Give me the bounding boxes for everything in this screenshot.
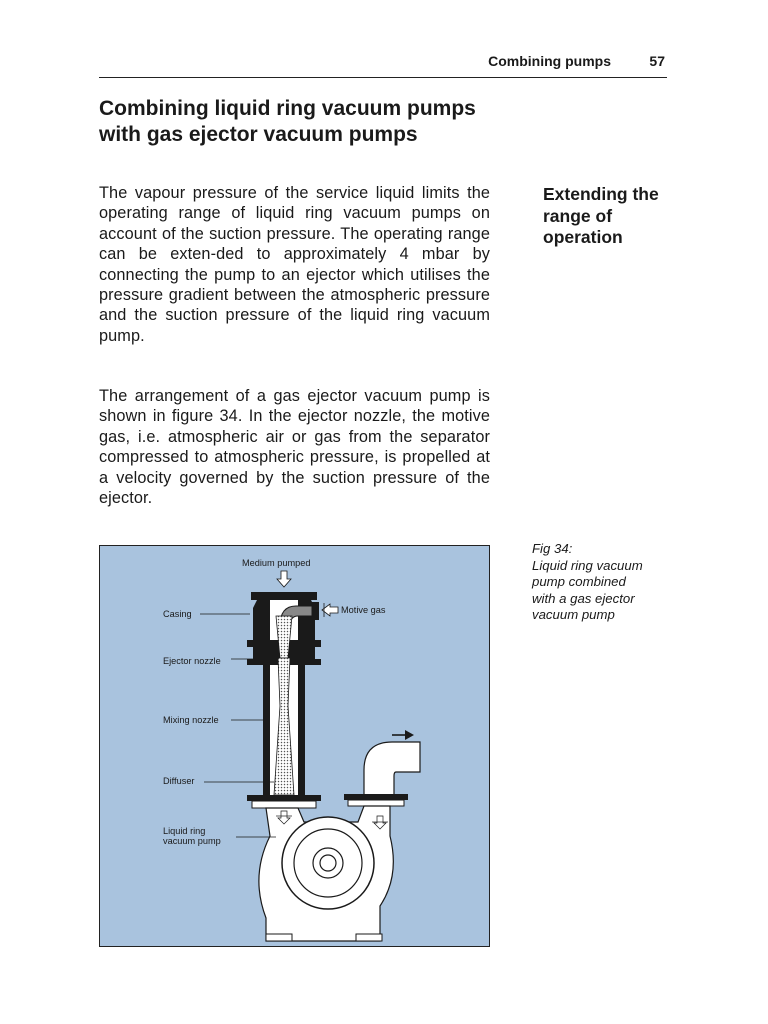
chapter-title: Combining liquid ring vacuum pumps with gas ejector vacuum pumps [99,97,476,146]
label-ejector-nozzle: Ejector nozzle [163,656,221,666]
running-header-section: Combining pumps [488,53,611,69]
pump-diagram [100,546,489,946]
label-medium-pumped: Medium pumped [242,558,311,568]
running-header [99,53,667,77]
label-mixing-nozzle: Mixing nozzle [163,715,219,725]
body-paragraph-1: The vapour pressure of the service liquid limits the operating range of liquid ring vacuum pumps on account of the suction pressure. The operating range can be exten-ded to approximately 4 mbar by connecting the pump to an ejector which utilises the pressure gradient between the atmospheric pressure and the suction pressure of the liquid ring vacuum pump. [99,184,490,345]
inlet-arrow [277,571,291,587]
label-casing: Casing [163,609,192,619]
figure-caption-line: pump combined [532,574,626,589]
liquid-ring-pump [259,806,393,941]
body-paragraph-2: The arrangement of a gas ejector vacuum pump is shown in figure 34. In the ejector nozzle, the motive gas, i.e. atmospheric air or gas from the separator compressed to atmospheric pressure, is propelled at a velocity governed by the suction pressure of the ejector. [99,387,490,508]
label-liquid-ring: Liquid ring [163,826,206,836]
label-motive-gas: Motive gas [341,605,386,615]
figure-caption-number: Fig 34: [532,541,573,556]
page-number: 57 [649,53,665,69]
outlet-arrow [392,730,414,740]
figure-caption [532,541,672,624]
figure-caption-line: with a gas ejector [532,590,635,606]
header-rule [99,77,667,78]
label-diffuser: Diffuser [163,776,195,786]
motive-gas-arrow [322,603,338,617]
outlet-pipe [344,742,420,806]
figure-caption-line: Liquid ring vacuum [532,557,643,573]
figure-34 [99,545,490,947]
label-vacuum-pump: vacuum pump [163,836,221,846]
diffuser-tube [247,658,321,808]
figure-caption-line: vacuum pump [532,607,615,622]
side-heading: Extending the range of operation [543,184,659,247]
